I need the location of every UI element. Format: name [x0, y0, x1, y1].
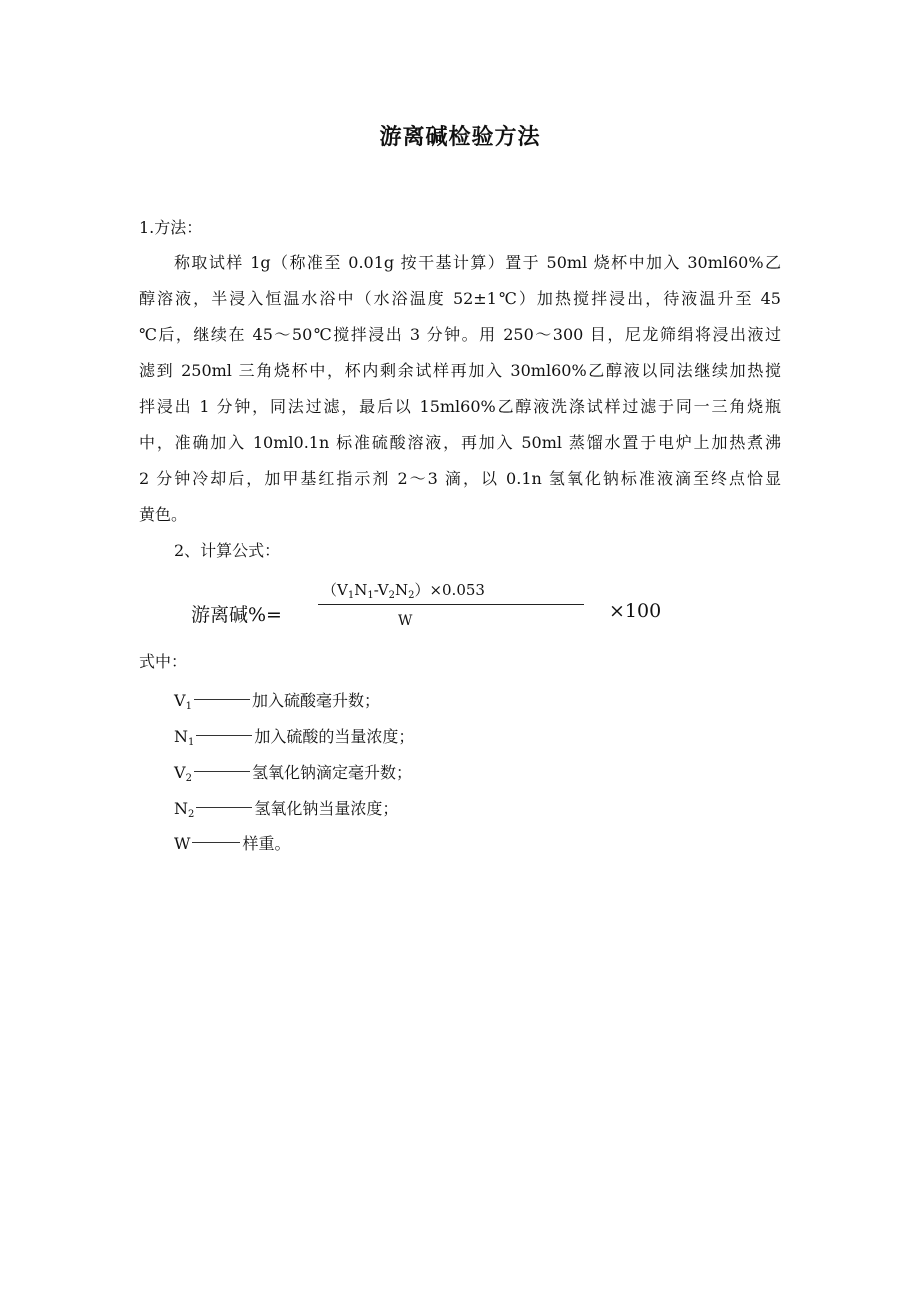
variable-symbol: N — [174, 799, 188, 818]
variable-sub: 2 — [188, 809, 195, 820]
variable-desc: 氢氧化钠当量浓度； — [254, 799, 399, 818]
variable-symbol: N — [174, 727, 188, 746]
numerator-n1-sub: 1 — [367, 590, 374, 601]
variable-desc: 加入硫酸的当量浓度； — [254, 727, 415, 746]
dash-separator — [192, 842, 240, 843]
numerator-minus: - — [373, 581, 378, 599]
paragraph-line: 称取试样 1g（称准至 0.01g 按干基计算）置于 50ml 烧杯中加入 30ml60%乙 — [174, 253, 781, 272]
paragraph-line: 拌浸出 1 分钟，同法过滤，最后以 15ml60%乙醇液洗涤试样过滤于同一三角烧瓶 — [139, 397, 781, 416]
document-title: 游离碱检验方法 — [379, 125, 541, 150]
dash-separator — [194, 771, 250, 772]
dash-separator — [196, 735, 252, 736]
paragraph-line: 滤到 250ml 三角烧杯中，杯内剩余试样再加入 30ml60%乙醇液以同法继续加热搅 — [139, 361, 781, 380]
dash-separator — [194, 699, 250, 700]
variable-sub: 1 — [185, 701, 192, 712]
formula — [0, 575, 920, 635]
section-heading-formula: 2、计算公式： — [174, 541, 281, 560]
variable-symbol: W — [174, 834, 191, 853]
fraction-bar — [318, 604, 584, 605]
paragraph-line: 2 分钟冷却后，加甲基红指示剂 2～3 滴，以 0.1n 氢氧化钠标准液滴至终点恰显 — [139, 469, 781, 488]
numerator-v2: V — [377, 581, 389, 599]
paragraph-line: 中，准确加入 10ml0.1n 标准硫酸溶液，再加入 50ml 蒸馏水置于电炉上加热煮沸 — [139, 433, 781, 452]
paragraph-line: 醇溶液，半浸入恒温水浴中（水浴温度 52±1℃）加热搅拌浸出，待液温升至 45 — [139, 289, 781, 308]
paragraph-line: ℃后，继续在 45～50℃搅拌浸出 3 分钟。用 250～300 目，尼龙筛绢将浸出液过 — [139, 325, 781, 344]
numerator-v1: V — [337, 581, 348, 599]
dash-separator — [196, 807, 252, 808]
formula-numerator — [322, 579, 485, 601]
variable-definition — [174, 831, 290, 854]
numerator-n2: N — [394, 581, 409, 599]
variable-definition — [174, 760, 412, 784]
paragraph-line: 黄色。 — [139, 505, 188, 524]
numerator-v1-sub: 1 — [347, 590, 355, 601]
variable-desc: 氢氧化钠滴定毫升数； — [251, 763, 412, 782]
numerator-v2-sub: 2 — [388, 590, 395, 601]
variable-symbol: V — [174, 763, 186, 782]
formula-multiplier: ×100 — [609, 600, 662, 622]
variable-symbol: V — [174, 691, 186, 710]
numerator-n2-sub: 2 — [408, 590, 415, 601]
variable-definition — [174, 688, 380, 712]
variable-sub: 2 — [185, 773, 192, 784]
variable-desc: 样重。 — [242, 834, 291, 853]
formula-label: 游离碱%= — [191, 604, 282, 626]
variable-definition — [174, 724, 414, 748]
numerator-close: ）×0.053 — [414, 581, 485, 599]
variable-definition — [174, 796, 398, 820]
variable-desc: 加入硫酸毫升数； — [251, 691, 380, 710]
where-label: 式中： — [139, 652, 188, 671]
section-heading-method: 1.方法： — [139, 218, 203, 237]
variable-sub: 1 — [188, 737, 195, 748]
numerator-n1: N — [354, 581, 368, 599]
numerator-open: （ — [322, 581, 338, 599]
formula-denominator: W — [398, 613, 413, 629]
